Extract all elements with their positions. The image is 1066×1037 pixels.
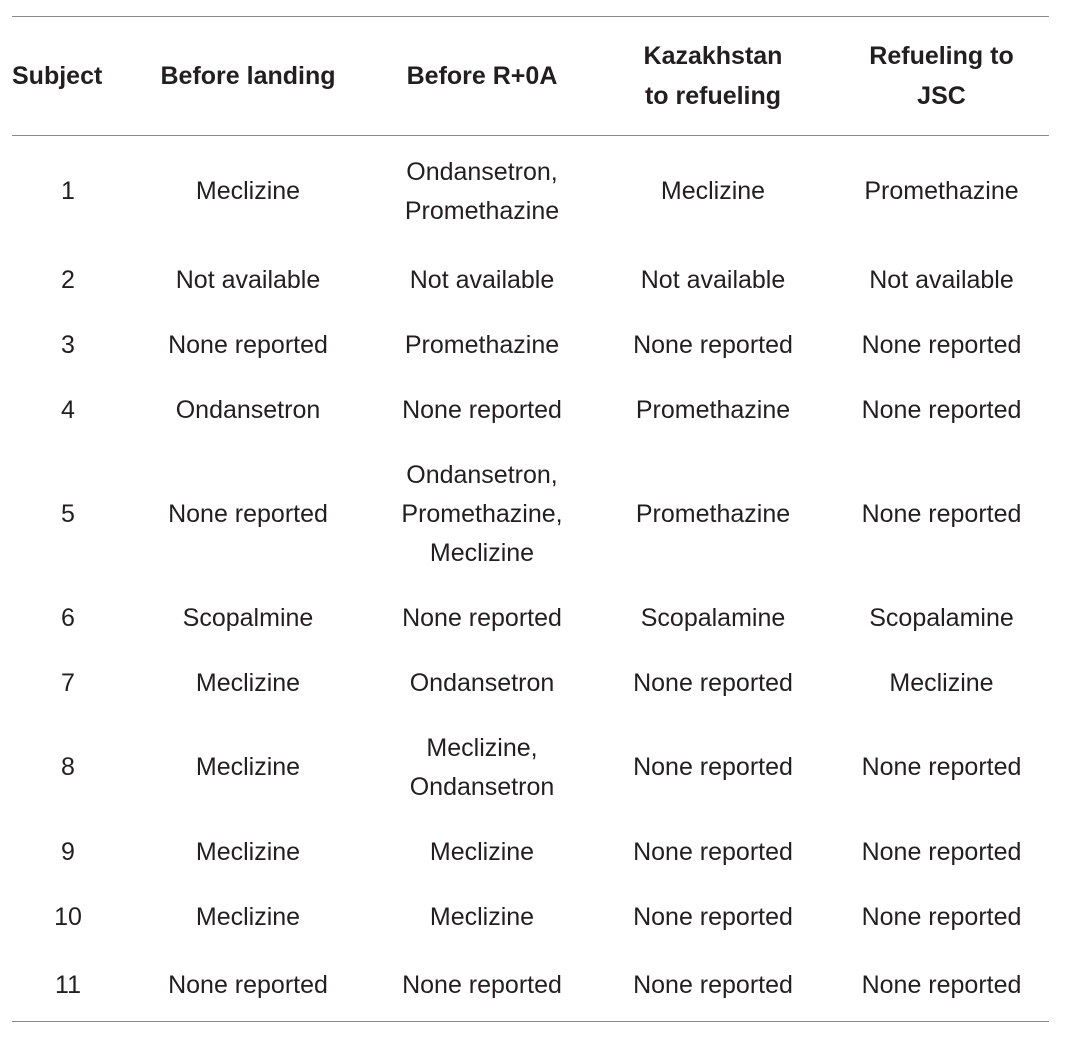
cell-before-landing: None reported [124, 950, 372, 1022]
medication-table [12, 16, 1049, 1022]
table-row [12, 820, 1049, 885]
cell-before-r0a: None reported [372, 950, 592, 1022]
cell-subject: 1 [61, 177, 75, 206]
cell-before-r0a: Not available [409, 265, 555, 294]
header-subject: Subject [12, 17, 124, 136]
cell-refueling-to-jsc: None reported [861, 395, 1022, 424]
table-row [12, 313, 1049, 378]
cell-refueling-to-jsc: None reported [861, 753, 1022, 781]
medication-table-container [12, 16, 1049, 1022]
cell-before-r0a: Ondansetron [409, 668, 555, 697]
cell-before-r0a: Meclizine [429, 902, 535, 931]
cell-kazakhstan-to-refueling: Scopalamine [640, 603, 786, 632]
header-refueling-to-jsc: Refueling to JSC [834, 17, 1049, 136]
cell-kazakhstan-to-refueling: None reported [633, 753, 793, 781]
cell-before-landing: Meclizine [195, 668, 301, 697]
cell-refueling-to-jsc: Scopalamine [869, 603, 1014, 632]
cell-before-r0a: Meclizine [429, 837, 535, 866]
cell-refueling-to-jsc: Meclizine [889, 668, 994, 697]
cell-kazakhstan-to-refueling: None reported [633, 330, 793, 359]
cell-before-landing: None reported [168, 499, 328, 528]
cell-kazakhstan-to-refueling: Promethazine [635, 395, 791, 424]
cell-refueling-to-jsc: Promethazine [864, 177, 1019, 206]
table-row [12, 248, 1049, 313]
cell-kazakhstan-to-refueling: None reported [592, 950, 834, 1022]
cell-kazakhstan-to-refueling: None reported [633, 902, 793, 931]
table-row [12, 443, 1049, 586]
cell-before-r0a: None reported [402, 395, 562, 424]
cell-kazakhstan-to-refueling: Promethazine [635, 499, 791, 528]
cell-kazakhstan-to-refueling: None reported [633, 668, 793, 697]
cell-kazakhstan-to-refueling: None reported [633, 837, 793, 866]
table-row [12, 378, 1049, 443]
cell-before-landing: Meclizine [195, 902, 301, 931]
header-kazakhstan-to-refueling: Kazakhstan to refueling [592, 17, 834, 136]
cell-subject: 4 [61, 395, 75, 424]
cell-subject: 9 [61, 837, 75, 866]
table-row [12, 136, 1049, 248]
cell-kazakhstan-to-refueling: Meclizine [660, 177, 766, 206]
cell-before-r0a: None reported [402, 603, 562, 632]
table-header [12, 17, 1049, 136]
cell-subject: 10 [54, 902, 82, 931]
cell-refueling-to-jsc: None reported [861, 902, 1022, 931]
header-before-r0a: Before R+0A [372, 17, 592, 136]
cell-refueling-to-jsc: None reported [861, 330, 1022, 359]
cell-before-r0a: Ondansetron, Promethazine [404, 157, 560, 225]
cell-before-r0a: Meclizine, Ondansetron [409, 733, 555, 801]
header-row [12, 17, 1049, 136]
header-before-landing: Before landing [124, 17, 372, 136]
cell-before-landing: Meclizine [195, 837, 301, 866]
cell-before-landing: Ondansetron [175, 395, 321, 424]
cell-before-r0a: Promethazine [404, 330, 560, 359]
cell-subject: 2 [61, 265, 75, 294]
cell-before-landing: None reported [168, 330, 328, 359]
cell-before-r0a: Ondansetron, Promethazine, Meclizine [401, 460, 563, 567]
cell-subject: 5 [61, 499, 75, 528]
cell-refueling-to-jsc: None reported [834, 950, 1049, 1022]
cell-refueling-to-jsc: None reported [861, 499, 1022, 528]
table-row [12, 651, 1049, 716]
cell-kazakhstan-to-refueling: Not available [640, 265, 786, 294]
cell-before-landing: Meclizine [195, 753, 301, 781]
cell-subject: 7 [61, 668, 75, 697]
table-row [12, 885, 1049, 950]
cell-before-landing: Scopalmine [182, 603, 314, 632]
cell-subject: 8 [61, 753, 75, 781]
cell-before-landing: Meclizine [195, 177, 301, 206]
table-body [12, 136, 1049, 1022]
cell-subject: 11 [12, 950, 124, 1022]
cell-refueling-to-jsc: None reported [861, 837, 1022, 866]
table-row [12, 950, 1049, 1022]
cell-refueling-to-jsc: Not available [869, 265, 1014, 294]
cell-before-landing: Not available [175, 265, 321, 294]
table-row [12, 586, 1049, 651]
cell-subject: 6 [61, 603, 75, 632]
cell-subject: 3 [61, 330, 75, 359]
table-row [12, 716, 1049, 820]
